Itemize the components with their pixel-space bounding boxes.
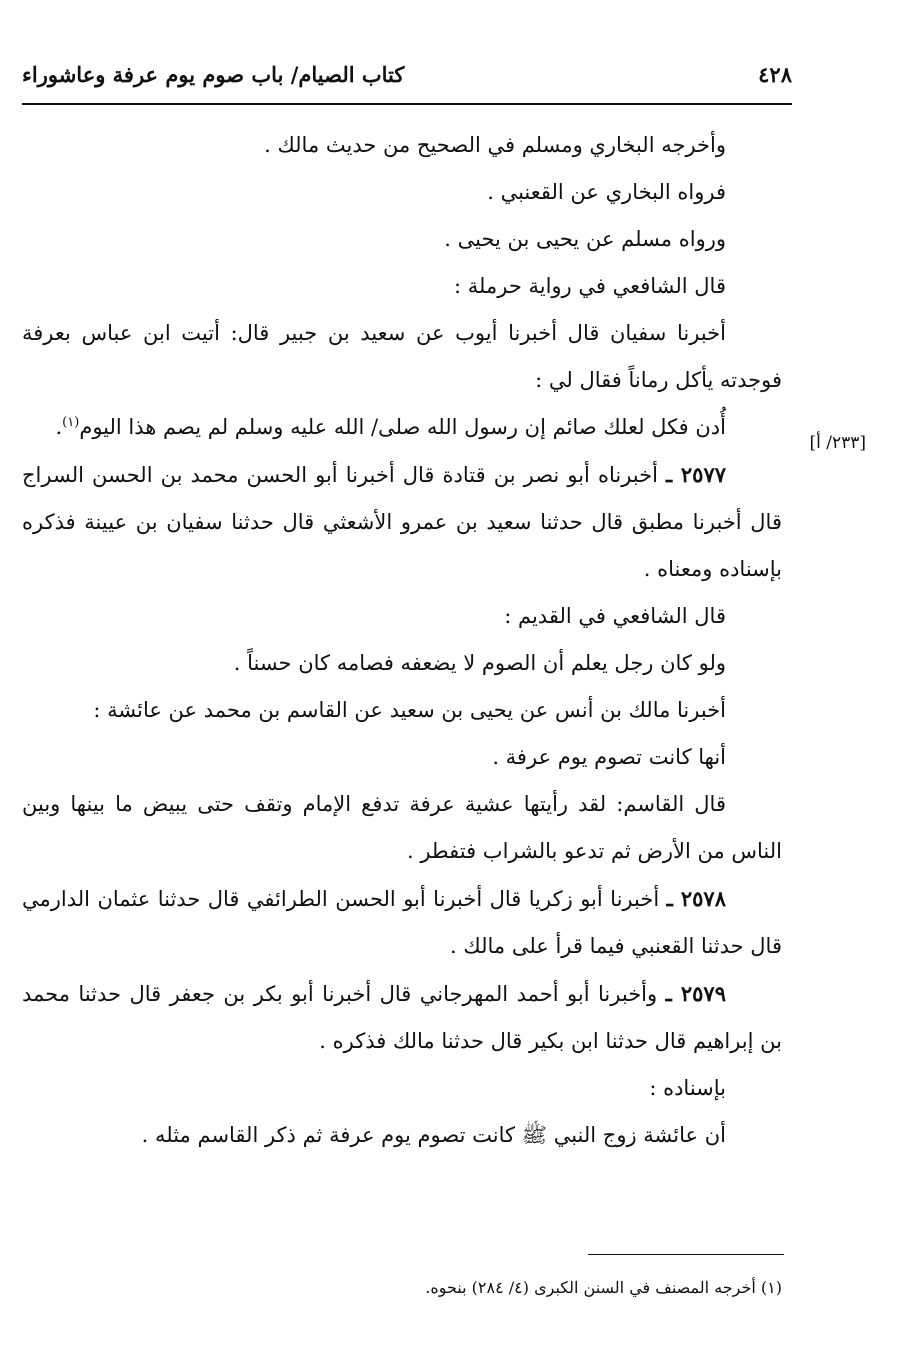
page-header bbox=[22, 62, 792, 98]
margin-manuscript-ref: [٢٣٣/ أ] bbox=[809, 433, 866, 453]
paragraph-text: قال الشافعي في القديم : bbox=[504, 604, 726, 628]
paragraph bbox=[22, 122, 782, 169]
paragraph bbox=[22, 451, 782, 593]
paragraph bbox=[22, 734, 782, 781]
paragraph-text: فرواه البخاري عن القعنبي . bbox=[487, 180, 726, 204]
paragraph-text: بإسناده : bbox=[649, 1076, 726, 1100]
body-text bbox=[22, 122, 782, 1159]
paragraph-text: ورواه مسلم عن يحيى بن يحيى . bbox=[444, 227, 726, 251]
paragraph-text: وأخرجه البخاري ومسلم في الصحيح من حديث مالك . bbox=[264, 133, 726, 157]
paragraph bbox=[22, 404, 782, 451]
paragraph-text: أخبرنا أبو زكريا قال أخبرنا أبو الحسن الطرائفي قال حدثنا عثمان الدارمي قال حدثنا القعنبي فيما قرأ على مالك . bbox=[22, 887, 782, 958]
paragraph-text: قال الشافعي في رواية حرملة : bbox=[454, 274, 726, 298]
paragraph-text: أنها كانت تصوم يوم عرفة . bbox=[492, 745, 726, 769]
hadith-number: ٢٥٧٩ ـ bbox=[665, 981, 726, 1006]
paragraph-text: قال القاسم: لقد رأيتها عشية عرفة تدفع الإمام وتقف حتى يبيض ما بينها وبين الناس من الأرض ثم تدعو بالشراب فتفطر . bbox=[22, 792, 782, 863]
paragraph bbox=[22, 875, 782, 970]
paragraph-text: ولو كان رجل يعلم أن الصوم لا يضعفه فصامه كان حسناً . bbox=[233, 651, 726, 675]
paragraph bbox=[22, 169, 782, 216]
paragraph-text: أن عائشة زوج النبي ﷺ كانت تصوم يوم عرفة ثم ذكر القاسم مثله . bbox=[141, 1123, 726, 1147]
footnote-rule bbox=[588, 1254, 784, 1255]
paragraph bbox=[22, 640, 782, 687]
paragraph-text: وأخبرنا أبو أحمد المهرجاني قال أخبرنا أبو بكر بن جعفر قال حدثنا محمد بن إبراهيم قال حدثنا ابن بكير قال حدثنا مالك فذكره . bbox=[22, 982, 782, 1053]
paragraph-text: أخبرنا مالك بن أنس عن يحيى بن سعيد عن القاسم بن محمد عن عائشة : bbox=[93, 698, 726, 722]
header-rule bbox=[22, 103, 792, 105]
paragraph-tail: . bbox=[55, 415, 63, 439]
paragraph-text: أخبرنا سفيان قال أخبرنا أيوب عن سعيد بن جبير قال: أتيت ابن عباس بعرفة فوجدته يأكل رماناً فقال لي : bbox=[22, 321, 782, 392]
footnote-reference[interactable]: (١) bbox=[62, 415, 80, 430]
footnote: (١) أخرجه المصنف في السنن الكبرى (٤/ ٢٨٤) بنحوه. bbox=[425, 1278, 782, 1297]
page-number: ٤٢٨ bbox=[758, 62, 792, 87]
running-title: كتاب الصيام/ باب صوم يوم عرفة وعاشوراء bbox=[22, 62, 405, 87]
hadith-number: ٢٥٧٧ ـ bbox=[666, 462, 727, 487]
paragraph bbox=[22, 1112, 782, 1159]
paragraph-text: أُدن فكل لعلك صائم إن رسول الله صلى/ الله عليه وسلم لم يصم هذا اليوم bbox=[79, 415, 726, 439]
paragraph bbox=[22, 687, 782, 734]
paragraph bbox=[22, 970, 782, 1065]
paragraph bbox=[22, 781, 782, 875]
hadith-number: ٢٥٧٨ ـ bbox=[666, 886, 726, 911]
paragraph bbox=[22, 310, 782, 404]
paragraph bbox=[22, 216, 782, 263]
paragraph-text: أخبرناه أبو نصر بن قتادة قال أخبرنا أبو الحسن محمد بن الحسن السراج قال أخبرنا مطبق قال حدثنا سعيد بن عمرو الأشعثي قال حدثنا سفيان بن عيينة فذكره بإسناده ومعناه . bbox=[22, 463, 782, 581]
paragraph bbox=[22, 263, 782, 310]
paragraph bbox=[22, 1065, 782, 1112]
paragraph bbox=[22, 593, 782, 640]
